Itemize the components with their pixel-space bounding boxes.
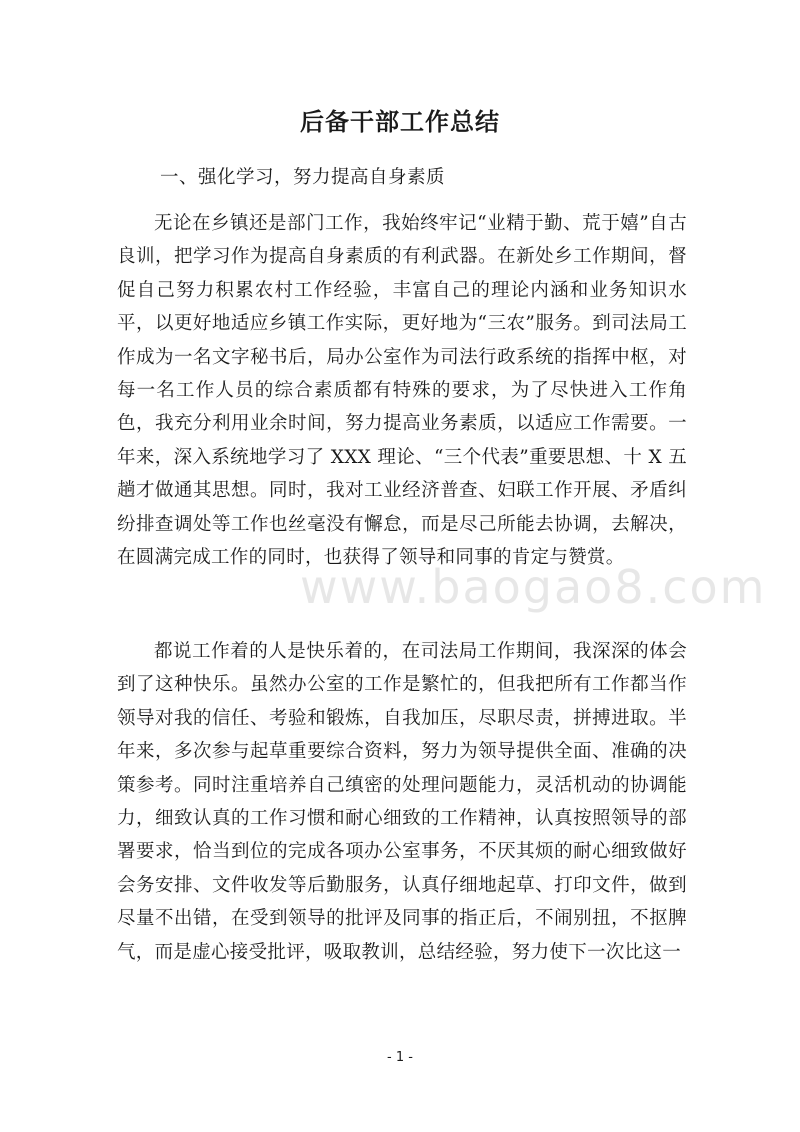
section-heading: 一、强化学习，努力提高自身素质 (160, 167, 446, 188)
paragraph-2: 都说工作着的人是快乐着的，在司法局工作期间，我深深的体会到了这种快乐。虽然办公室的工作是繁忙的，但我把所有工作都当作领导对我的信任、考验和锻炼，自我加压，尽职尽责，拼搏进取。半年来，多次参与起草重要综合资料，努力为领导提供全面、准确的决策参考。同时注重培养自己缜密的处理问题能力，灵活机动的协调能力，细致认真的工作习惯和耐心细致的工作精神，认真按照领导的部署要求，恰当到位的完成各项办公室事务，不厌其烦的耐心细致做好会务安排、文件收发等后勤服务，认真仔细地起草、打印文件，做到尽量不出错，在受到领导的批评及同事的指正后，不闹别扭，不抠脾气，而是虚心接受批评，吸取教训，总结经验，努力使下一次比这一 (117, 641, 687, 963)
page-number: - 1 - (387, 1050, 413, 1065)
paragraph-1: 无论在乡镇还是部门工作，我始终牢记“业精于勤、荒于嬉”自古良训，把学习作为提高自身素质的有利武器。在新处乡工作期间，督促自己努力积累农村工作经验，丰富自己的理论内涵和业务知识水平，以更好地适应乡镇工作实际，更好地为“三农”服务。到司法局工作成为一名文字秘书后，局办公室作为司法行政系统的指挥中枢，对每一名工作人员的综合素质都有特殊的要求，为了尽快进入工作角色，我充分利用业余时间，努力提高业务素质，以适应工作需要。一年来，深入系统地学习了 XXX 理论、“三个代表”重要思想、十 X 五趟才做通其思想。同时，我对工业经济普查、妇联工作开展、矛盾纠纷排查调处等工作也丝毫没有懈怠，而是尽己所能去协调，去解决，在圆满完成工作的同时，也获得了领导和同事的肯定与赞赏。 (117, 213, 687, 569)
document-title: 后备干部工作总结 (300, 108, 500, 136)
watermark: www.baogao8.com (300, 560, 767, 614)
